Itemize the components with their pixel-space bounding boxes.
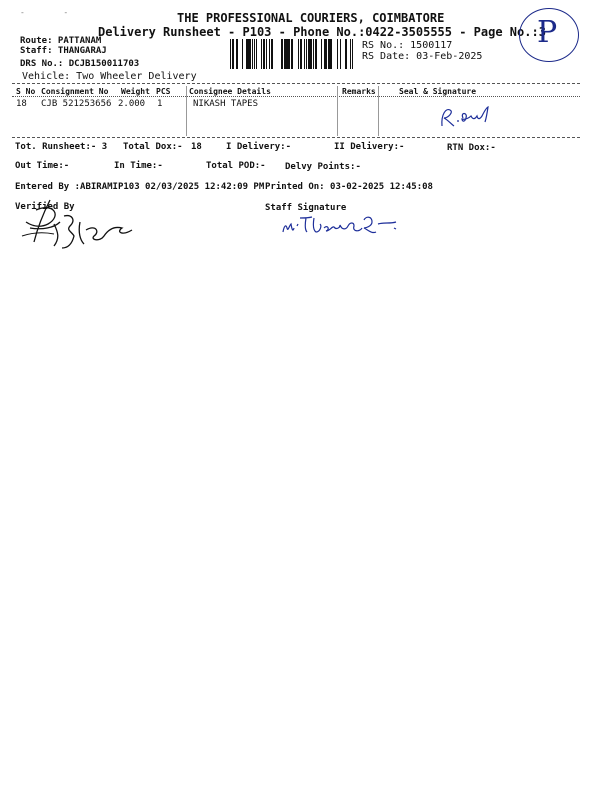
rs-number: RS No.: 1500117 [362, 40, 453, 51]
cell-weight: 2.000 [118, 99, 146, 109]
header-seal: Seal & Signature [399, 87, 477, 96]
header-weight: Weight [121, 87, 150, 96]
total-dox-label: Total Dox:- [123, 142, 183, 152]
route: Route: PATTANAM [20, 36, 102, 46]
printed-on: Printed On: 03-02-2025 12:45:08 [265, 182, 433, 192]
receiver-signature [438, 104, 500, 130]
staff-signature-label: Staff Signature [265, 203, 347, 213]
runsheet-title: Delivery Runsheet - P103 - Phone No.:0422-3505555 - Page No.:3 [98, 25, 546, 39]
divider [12, 83, 580, 84]
header-consignee: Consignee Details [189, 87, 271, 96]
tot-runsheet: Tot. Runsheet:- 3 [15, 142, 108, 152]
cell-consignee: NIKASH TAPES [193, 99, 259, 109]
verifier-signature [14, 196, 144, 256]
total-pod: Total POD:- [206, 161, 266, 171]
verified-by-label: Verified By [15, 202, 75, 212]
stamp-letter: P [537, 15, 558, 50]
staff-signature [280, 212, 405, 238]
ii-delivery: II Delivery:- [334, 142, 405, 152]
divider [12, 96, 580, 97]
entered-by: Entered By :ABIRAMIP103 02/03/2025 12:42:09 PM [15, 182, 265, 192]
out-time: Out Time:- [15, 161, 70, 171]
cell-consignment: CJB 521253656 [41, 99, 112, 109]
drs-number: DRS No.: DCJB150011703 [20, 59, 140, 69]
company-title: THE PROFESSIONAL COURIERS, COIMBATORE [177, 11, 445, 25]
vehicle: Vehicle: Two Wheeler Delivery [22, 71, 197, 82]
header-consignment: Consignment No [41, 87, 109, 96]
rs-date: RS Date: 03-Feb-2025 [362, 51, 483, 62]
total-dox-value: 18 [191, 142, 202, 152]
stamp-circle [519, 8, 579, 62]
header-remarks: Remarks [342, 87, 376, 96]
rtn-dox: RTN Dox:- [447, 143, 496, 153]
in-time: In Time:- [114, 161, 163, 171]
delvy-points: Delvy Points:- [285, 162, 361, 172]
header-sno: S No [16, 87, 36, 96]
column-divider [186, 86, 187, 136]
divider [12, 137, 580, 138]
i-delivery: I Delivery:- [226, 142, 292, 152]
header-pcs: PCS [156, 87, 171, 96]
barcode [230, 39, 356, 69]
cell-pcs: 1 [157, 99, 163, 109]
scan-mark: - - [20, 8, 69, 17]
staff: Staff: THANGARAJ [20, 46, 107, 56]
column-divider [378, 86, 379, 136]
column-divider [337, 86, 338, 136]
cell-sno: 18 [16, 99, 27, 109]
